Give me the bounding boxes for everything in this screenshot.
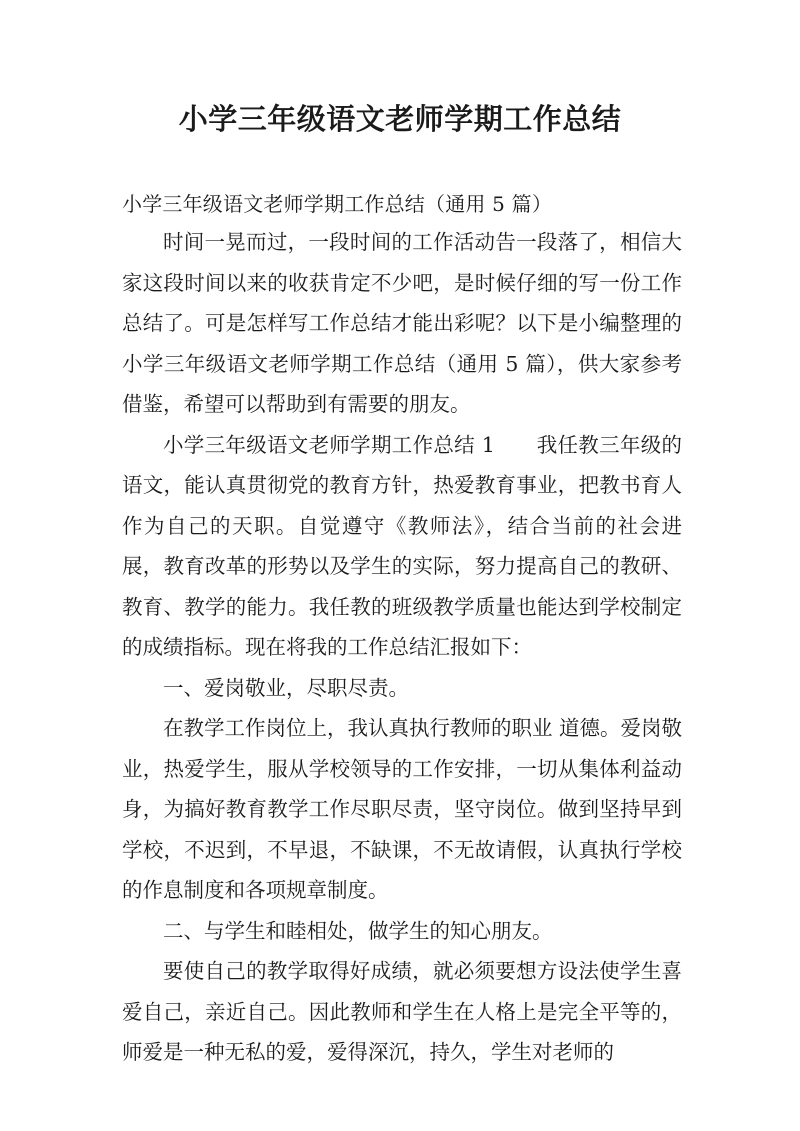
document-body <box>122 222 682 1073</box>
section-1-paragraph: 在教学工作岗位上，我认真执行教师的职业 道德。爱岗敬业，热爱学生，服从学校领导的工作安排，一切从集体利益动身，为搞好教育教学工作尽职尽责，坚守岗位。做到坚持早到学校，不迟到，不早退，不缺课，不无故请假，认真执行学校的作息制度和各项规章制度。 <box>122 716 683 902</box>
section-heading-1: 一、爱岗敬业，尽职尽责。 <box>163 675 409 700</box>
intro-paragraph: 时间一晃而过，一段时间的工作活动告一段落了，相信大家这段时间以来的收获肯定不少吧，是时候仔细的写一份工作总结了。可是怎样写工作总结才能出彩呢？以下是小编整理的小学三年级语文老师学期工作总结（通用 5 篇），供大家参考借鉴，希望可以帮助到有需要的朋友。 <box>122 230 682 416</box>
document-title: 小学三年级语文老师学期工作总结 <box>178 102 622 136</box>
summary-1-paragraph: 小学三年级语文老师学期工作总结 1 我任教三年级的语文，能认真贯彻党的教育方针，热爱教育事业，把教书育人作为自己的天职。自觉遵守《教师法》，结合当前的社会进展，教育改革的形势以及学生的实际，努力提高自己的教研、教育、教学的能力。我任教的班级教学质量也能达到学校制定的成绩指标。现在将我的工作总结汇报如下： <box>122 432 682 659</box>
section-heading-2: 二、与学生和睦相处，做学生的知心朋友。 <box>163 918 553 943</box>
document-subtitle: 小学三年级语文老师学期工作总结（通用 5 篇） <box>122 192 553 216</box>
section-2-paragraph: 要使自己的教学取得好成绩，就必须要想方设法使学生喜爱自己，亲近自己。因此教师和学生在人格上是完全平等的，师爱是一种无私的爱，爱得深沉，持久，学生对老师的 <box>122 959 682 1064</box>
